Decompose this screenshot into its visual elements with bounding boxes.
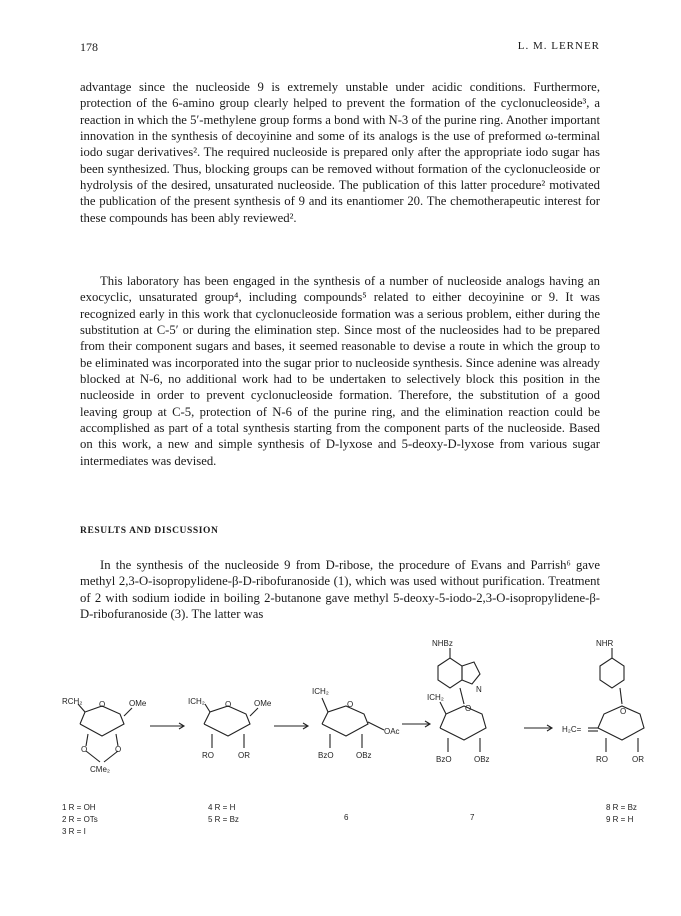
atom-s1-o3: O: [115, 745, 122, 754]
purine-six-ring-2: [600, 658, 624, 688]
atom-s5-ring-o: O: [620, 707, 627, 716]
atom-s2-ro1: RO: [202, 751, 214, 760]
reaction-scheme: [60, 636, 681, 896]
atom-s2-ro2: OR: [238, 751, 250, 760]
atom-s2-ring-o: O: [225, 700, 232, 709]
atom-s1-ring-o: O: [99, 700, 106, 709]
structure-1-3: [62, 697, 147, 836]
label-compound-9: 9 R = H: [606, 815, 634, 824]
atom-s1-r: RCH₂: [62, 697, 83, 706]
atom-s3-oac: OAc: [384, 727, 400, 736]
atom-s4-n: N: [476, 685, 482, 694]
label-compound-6: 6: [344, 813, 349, 822]
atom-s4-ring-o: O: [465, 704, 472, 713]
structure-4-5: [188, 697, 272, 824]
atom-s5-ro1: RO: [596, 755, 608, 764]
page-number: 178: [80, 40, 98, 54]
bond-ich2-3: [322, 698, 328, 712]
atom-s2-ome: OMe: [254, 699, 272, 708]
atom-s3-bzo: BzO: [318, 751, 334, 760]
atom-s5-h2c: H₂C=: [562, 725, 582, 734]
label-compound-7: 7: [470, 813, 475, 822]
bond-glycosidic-7: [460, 688, 464, 704]
paragraph-3: In the synthesis of the nucleoside 9 from D-ribose, the procedure of Evans and Parrish⁶ gave methyl 2,3-O-isopropylidene-β-D-ribofuranoside (1), which was used without purification. Treatment of 2 with sodium iodide in boiling 2-butanone gave methyl 5-deoxy-5-iodo-2,3-O-isopropylidene-β-D-ribofuranoside (3). The latter was: [80, 558, 600, 622]
atom-s4-nhbz: NHBz: [432, 639, 453, 648]
bond-ich2-4: [440, 702, 446, 714]
label-compound-4: 4 R = H: [208, 803, 236, 812]
furanose-ring-3: [322, 706, 368, 736]
label-compound-8: 8 R = Bz: [606, 803, 637, 812]
purine-six-ring: [438, 658, 462, 688]
atom-s1-cme2: CMe₂: [90, 765, 110, 774]
structure-8-9: [562, 639, 644, 824]
atom-s3-ring-o: O: [347, 700, 354, 709]
atom-s5-nhr: NHR: [596, 639, 614, 648]
paragraph-2: This laboratory has been engaged in the synthesis of a number of nucleoside analogs having an exocyclic, unsaturated group⁴, including compounds⁵ related to either decoyinine or 9. It was recognized early in this work that cyclonucleoside formation was a serious problem, either during the substitution at C-5′ or during the elimination step. Since most of the nucleosides had to be prepared from their component sugars and bases, it seemed reasonable to devise a route in which the group to be eliminated was incorporated into the sugar prior to nucleoside synthesis. Since adenine was already blocked at N-6, no additional work had to be undertaken to selectively block this position in the nucleoside in order to prevent cyclonucleoside formation. Therefore, the substitution of a good leaving group at C-5, protection of N-6 of the purine ring, and the elimination reaction could be accomplished as part of a total synthesis starting from the component parts of the nucleoside. Based on this work, a new and simple synthesis of D-lyxose and 5-deoxy-D-lyxose from various sugar intermediates was devised.: [80, 274, 600, 468]
paragraph-1: advantage since the nucleoside 9 is extremely unstable under acidic conditions. Furthermore, protection of the 6-amino group clearly helped to prevent the formation of the cyclonucleoside³, a reaction in which the 5′-methylene group forms a bond with N-3 of the purine ring. Another important innovation in the synthesis of decoyinine and some of its analogs is the use of preformed ω-terminal iodo sugar derivatives². The required nucleoside is prepared only after the appropriate iodo sugar has been synthesized. Thus, blocking groups can be removed without formation of the cyclonucleoside or hydrolysis of the desired, unsaturated nucleoside. The publication of this latter procedure² motivated the publication of the present synthesis of 9 and its enantiomer 20. The chemotherapeutic interest for these compounds has been ably reviewed².: [80, 80, 600, 225]
purine-five-ring: [462, 662, 480, 684]
label-compound-2: 2 R = OTs: [62, 815, 98, 824]
atom-s3-ich2: ICH₂: [312, 687, 329, 696]
atom-s1-ome: OMe: [129, 699, 147, 708]
furanose-ring-1: [80, 706, 124, 736]
furanose-ring-2: [204, 706, 250, 736]
label-compound-5: 5 R = Bz: [208, 815, 239, 824]
bond-ich2-2: [205, 704, 210, 712]
atom-s4-ich2: ICH₂: [427, 693, 444, 702]
atom-s4-obz: OBz: [474, 755, 490, 764]
furanose-ring-4: [440, 706, 486, 740]
page-header: [80, 40, 600, 56]
running-author: L. M. LERNER: [517, 40, 600, 52]
atom-s4-bzo: BzO: [436, 755, 452, 764]
atom-s3-obz: OBz: [356, 751, 372, 760]
label-compound-3: 3 R = I: [62, 827, 86, 836]
structure-6: [312, 687, 400, 822]
atom-s1-o2: O: [81, 745, 88, 754]
bond-ome-2: [250, 708, 258, 716]
reaction-scheme-svg: [60, 636, 681, 896]
bond-oac-3: [368, 722, 384, 730]
atom-s2-ich2: ICH₂: [188, 697, 205, 706]
bond-ome: [124, 708, 132, 716]
bond-acetal-1: [86, 751, 100, 762]
structure-7: [427, 639, 490, 822]
bond-glycosidic-8: [620, 688, 622, 704]
section-heading: RESULTS AND DISCUSSION: [80, 526, 219, 536]
label-compound-1: 1 R = OH: [62, 803, 96, 812]
atom-s5-ro2: OR: [632, 755, 644, 764]
